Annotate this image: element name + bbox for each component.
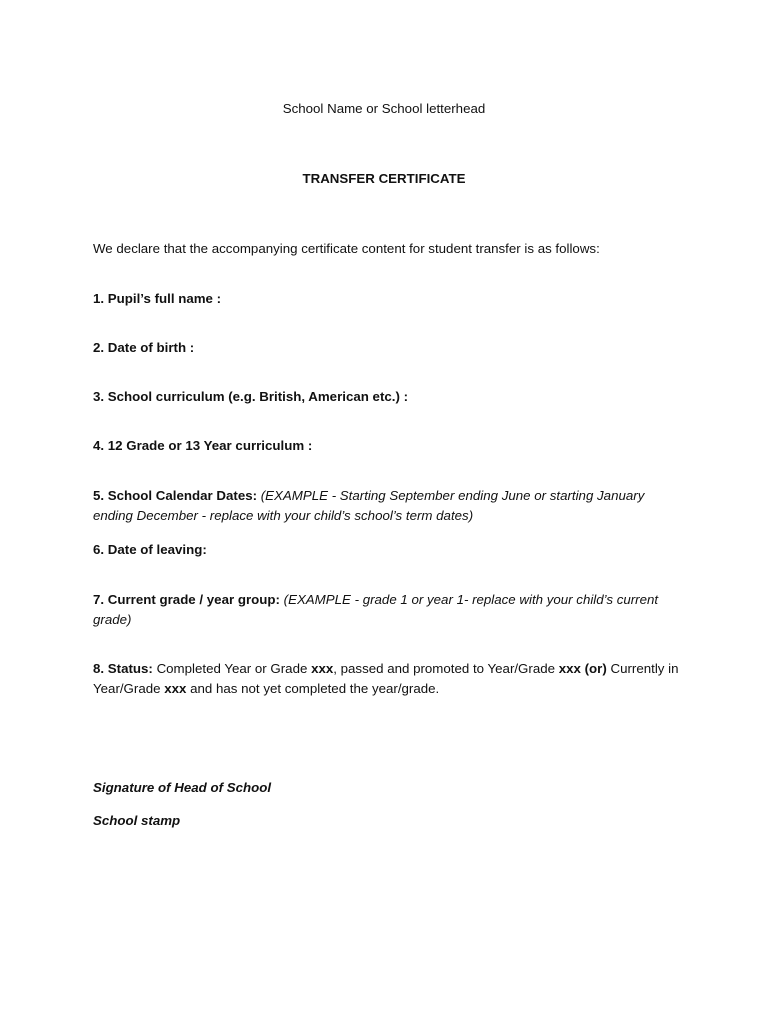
field-status-label: 8. Status: bbox=[93, 661, 153, 676]
field-grade-curriculum: 4. 12 Grade or 13 Year curriculum : bbox=[93, 438, 313, 453]
status-text-2: , passed and promoted to Year/Grade bbox=[333, 661, 556, 676]
field-date-of-birth: 2. Date of birth : bbox=[93, 340, 195, 355]
school-stamp-line: School stamp bbox=[93, 813, 181, 828]
field-calendar-dates-label: 5. School Calendar Dates: bbox=[93, 488, 258, 503]
status-text-3: Currently in Year/Grade bbox=[93, 661, 679, 696]
field-pupil-name: 1. Pupil’s full name : bbox=[93, 291, 222, 306]
status-grade-placeholder-1: xxx bbox=[311, 661, 334, 676]
field-school-curriculum: 3. School curriculum (e.g. British, American etc.) : bbox=[93, 389, 409, 404]
intro-text: We declare that the accompanying certificate content for student transfer is as follows: bbox=[93, 241, 600, 256]
field-current-grade-label: 7. Current grade / year group: bbox=[93, 592, 280, 607]
field-status bbox=[93, 659, 683, 699]
letterhead: School Name or School letterhead bbox=[282, 101, 486, 116]
certificate-title: TRANSFER CERTIFICATE bbox=[302, 171, 466, 186]
field-calendar-dates-example: (EXAMPLE - Starting September ending June or starting January ending December - replace with your child’s school’s term dates) bbox=[93, 488, 645, 523]
field-current-grade bbox=[93, 590, 683, 630]
status-text-4: and has not yet completed the year/grade. bbox=[190, 681, 440, 696]
status-grade-placeholder-2: xxx (or) bbox=[558, 661, 607, 676]
field-date-of-leaving: 6. Date of leaving: bbox=[93, 542, 207, 557]
field-calendar-dates bbox=[93, 486, 683, 526]
status-text-1: Completed Year or Grade bbox=[156, 661, 308, 676]
status-grade-placeholder-3: xxx bbox=[164, 681, 187, 696]
signature-line: Signature of Head of School bbox=[93, 780, 272, 795]
field-current-grade-example: (EXAMPLE - grade 1 or year 1- replace with your child’s current grade) bbox=[93, 592, 659, 627]
